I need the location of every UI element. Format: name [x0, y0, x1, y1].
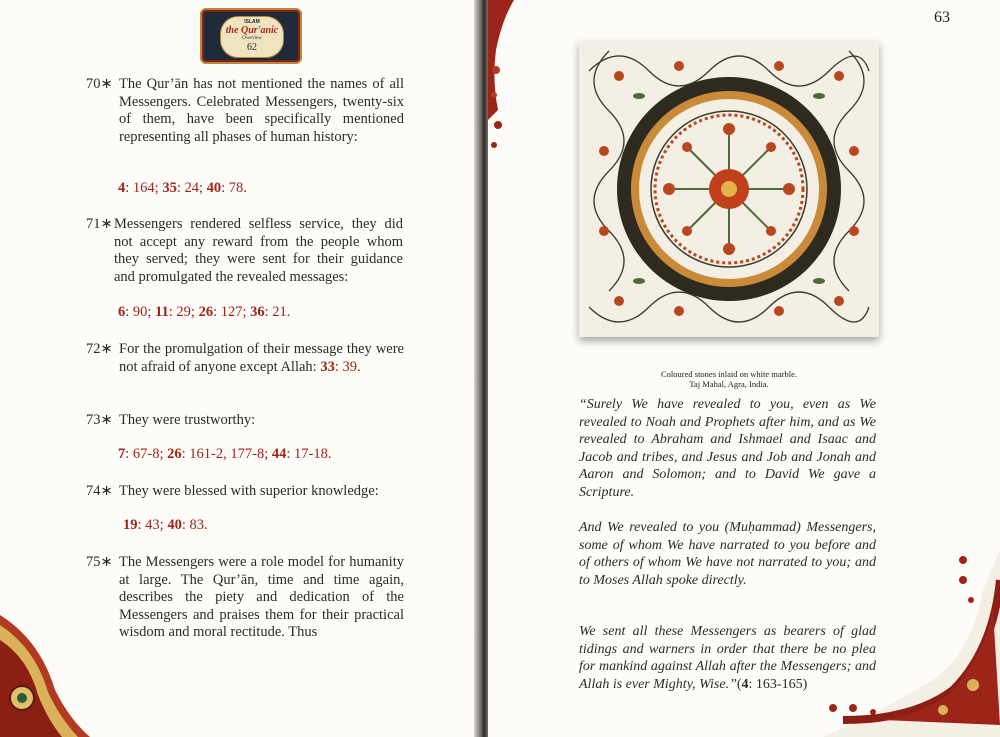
quote-citation-bold: 4	[741, 676, 749, 692]
reference-line: 19: 43; 40: 83.	[123, 517, 208, 533]
reference-line: 7: 67-8; 26: 161-2, 177-8; 44: 17-18.	[118, 446, 332, 462]
reference-line: 6: 90; 11: 29; 26: 127; 36: 21.	[118, 304, 291, 320]
entry-number: 70∗	[86, 76, 113, 92]
left-page	[0, 0, 478, 737]
entry-text: For the promulgation of their message they were not afraid of anyone except Allah: 33: 39.	[119, 341, 404, 375]
badge-top-label: ISLAM	[244, 19, 260, 25]
corner-ornament-icon	[0, 600, 90, 737]
right-page-number: 63	[934, 9, 950, 26]
marble-inlay-image	[579, 41, 879, 337]
left-page-number: 62	[247, 42, 257, 53]
entry-number: 75∗	[86, 554, 113, 570]
image-caption-line1: Coloured stones inlaid on white marble.	[661, 369, 797, 379]
badge-subtitle: Overview	[242, 36, 262, 41]
corner-ornament-icon	[823, 550, 1000, 737]
entry-number: 72∗	[86, 341, 113, 357]
entry-text: The Qur’ān has not mentioned the names of all Messengers. Celebrated Messengers, twenty-six of them, have been specifically mentioned representing all phases of human history:	[119, 76, 404, 145]
badge-title: the Qur'anic	[225, 25, 279, 36]
quote-paragraph-2: And We revealed to you (Muḥammad) Messengers, some of whom We have narrated to you before and of others of whom We have not narrated to you; and to Moses Allah spoke directly.	[579, 520, 876, 588]
reference-line: 4: 164; 35: 24; 40: 78.	[118, 180, 247, 196]
quote-paragraph-3: We sent all these Messengers as bearers of glad tidings and warners in order that there be no plea for mankind against Allah after the Messengers; and Allah is ever Mighty, Wise.”(4: 163-165)	[579, 624, 876, 692]
entry-text: The Messengers were a role model for humanity at large. The Qur’ān, time and time again, describes the piety and dedication of the Messengers and praises them for their practical wisdom and moral rectitude. Thus	[119, 554, 404, 640]
entry-number: 74∗	[86, 483, 113, 499]
vine-ornament-icon	[488, 0, 516, 160]
entry-text: They were blessed with superior knowledge:	[119, 483, 379, 499]
quote-citation-tail: : 163-165)	[748, 676, 808, 692]
right-page	[488, 0, 1000, 737]
book-badge	[200, 8, 302, 64]
entry-text: Messengers rendered selfless service, they did not accept any reward from the people whom they served; they were sent for their guidance and promulgated the revealed messages:	[114, 216, 403, 285]
badge-emblem	[220, 16, 284, 58]
image-caption-line2: Taj Mahal, Agra, India.	[689, 379, 769, 389]
quote-paragraph-1: “Surely We have revealed to you, even as We revealed to Noah and Prophets after him, and as We revealed to Abraham and Ishmael and Isaac and Jacob and tribes, and Jesus and Job and Jonah and Aaron and Solomon; and to David We gave a Scripture.	[579, 397, 876, 500]
entry-number: 71∗	[86, 216, 113, 232]
entry-number: 73∗	[86, 412, 113, 428]
entry-text: They were trustworthy:	[119, 412, 256, 428]
